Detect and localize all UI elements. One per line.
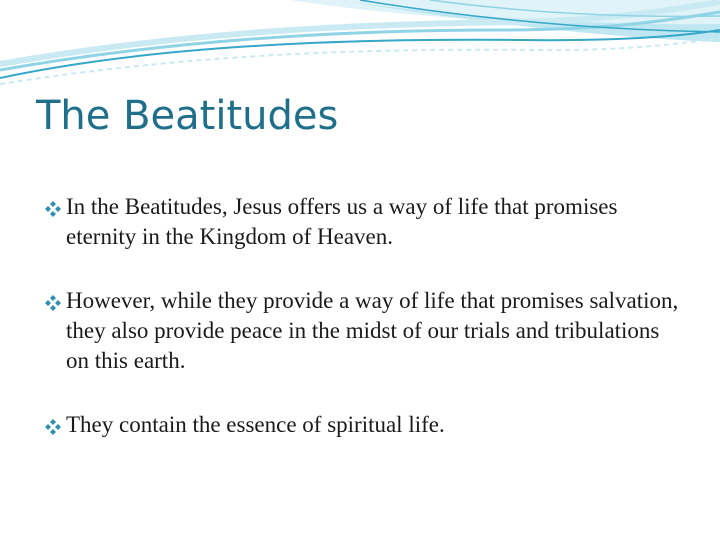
slide-title: The Beatitudes	[36, 93, 339, 139]
bullet-text: In the Beatitudes, Jesus offers us a way of life that promises eternity in the Kingdom of Heaven.	[66, 194, 618, 249]
diamond-cluster-icon	[44, 294, 62, 312]
bullet-item	[44, 410, 684, 440]
bullet-item	[44, 192, 684, 252]
bullet-item	[44, 286, 684, 376]
bullet-text: However, while they provide a way of life that promises salvation, they also provide peace in the midst of our trials and tribulations on this earth.	[66, 288, 679, 373]
bullet-list	[44, 192, 684, 440]
decorative-wave-header	[0, 0, 720, 90]
bullet-text: They contain the essence of spiritual life.	[66, 412, 445, 437]
diamond-cluster-icon	[44, 418, 62, 436]
diamond-cluster-icon	[44, 200, 62, 218]
